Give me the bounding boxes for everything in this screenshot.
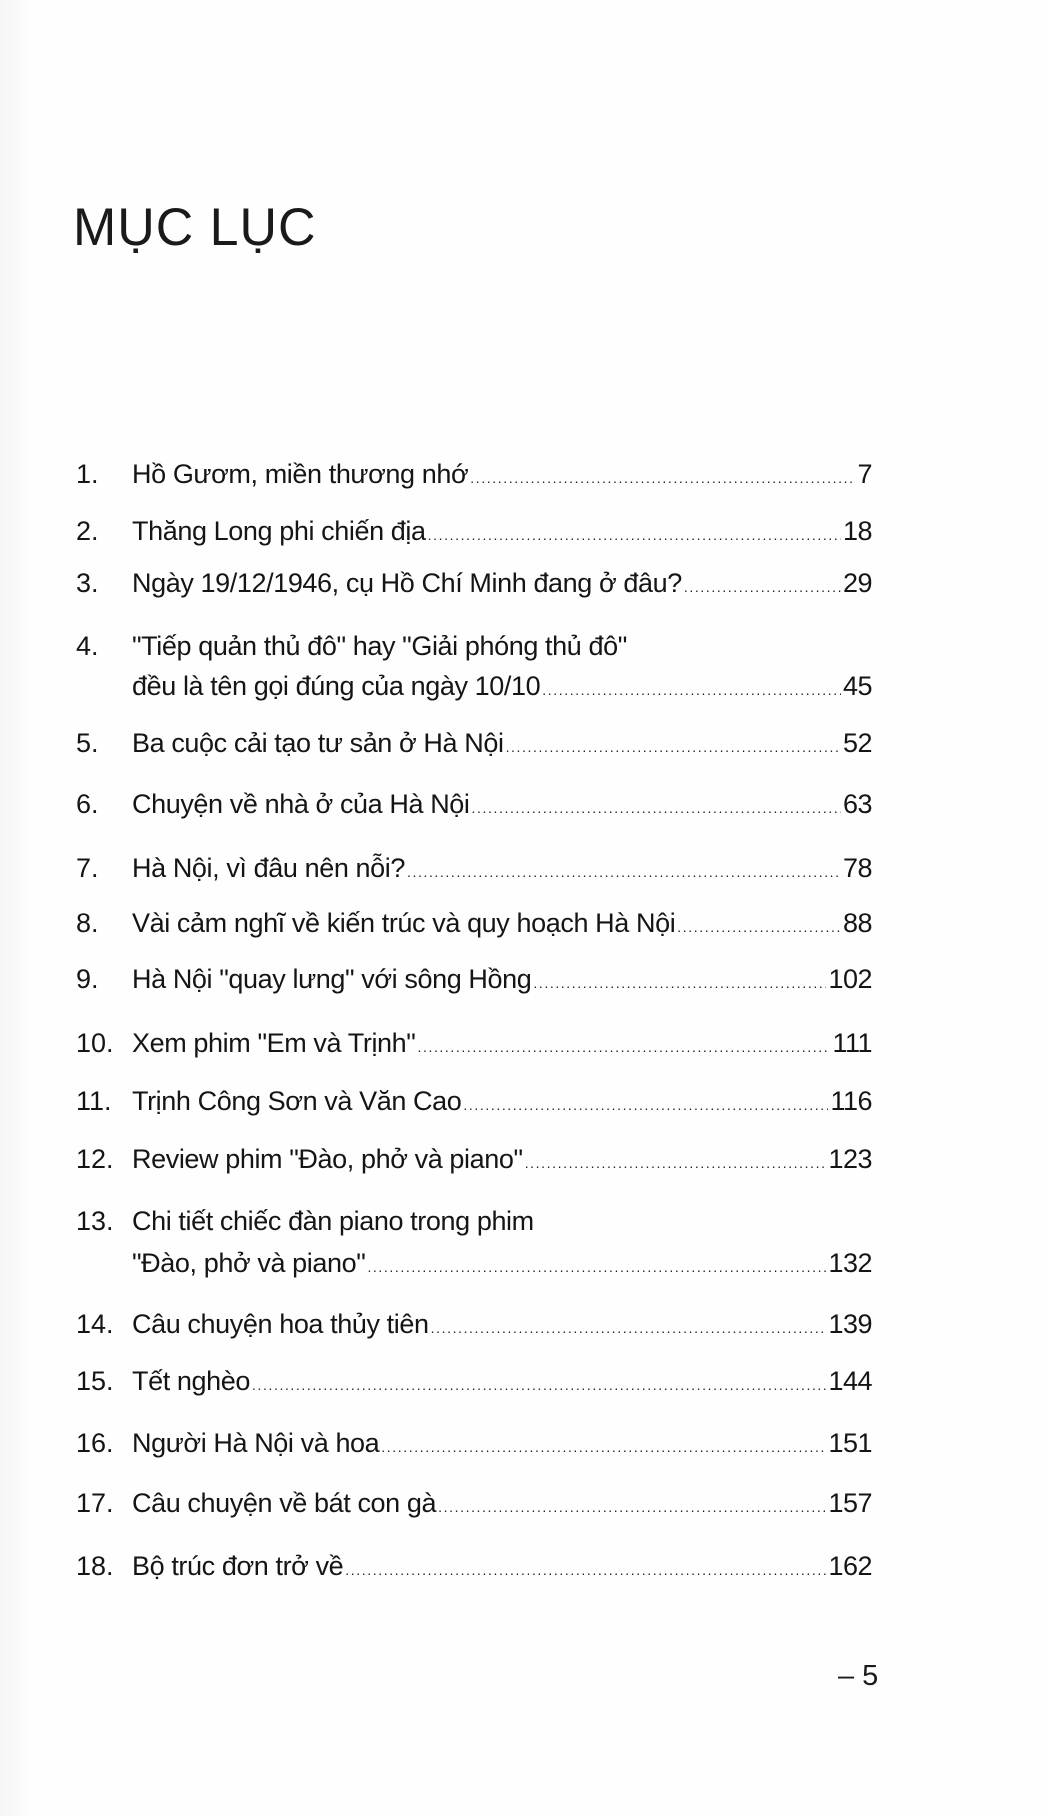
entry-title: Câu chuyện về bát con gà [132,1488,437,1518]
toc-entry-continuation[interactable] [76,1243,872,1283]
entry-title: Người Hà Nội và hoa [132,1428,380,1458]
entry-page: 111 [832,1028,872,1058]
dot-leader [367,1244,826,1284]
entry-page: 18 [842,516,872,546]
entry-page: 162 [828,1551,872,1581]
entry-title-line-2: "Đào, phở và piano" [132,1248,366,1278]
toc-entry[interactable] [76,1361,872,1401]
entry-page: 151 [828,1428,872,1458]
entry-page: 132 [828,1248,872,1278]
toc-entry[interactable] [76,1081,872,1121]
entry-page: 63 [842,789,872,819]
dot-leader [428,512,841,552]
dot-leader [533,960,826,1000]
dot-leader [684,564,841,604]
toc-entry[interactable] [76,1546,872,1586]
entry-title: Thăng Long phi chiến địa [132,516,426,546]
dot-leader [463,1082,828,1122]
entry-page: 116 [830,1086,872,1116]
entry-page: 139 [828,1309,872,1339]
toc-entry[interactable] [76,848,872,888]
dot-leader [407,849,841,889]
entry-number: 16. [76,1428,114,1458]
toc-entry[interactable] [76,1201,872,1241]
entry-title-line-1: "Tiếp quản thủ đô" hay "Giải phóng thủ đô" [132,631,627,661]
entry-page: 78 [842,853,872,883]
entry-page: 52 [842,728,872,758]
entry-number: 17. [76,1488,114,1518]
dot-leader [677,904,841,944]
entry-number: 9. [76,964,99,994]
toc-entry[interactable] [76,784,872,824]
toc-entry[interactable] [76,903,872,943]
entry-title: Vài cảm nghĩ về kiến trúc và quy hoạch Hà Nội [132,908,676,938]
entry-number: 4. [76,631,99,661]
entry-number: 15. [76,1366,114,1396]
entry-title: Ngày 19/12/1946, cụ Hồ Chí Minh đang ở đâu? [132,568,682,598]
dot-leader [438,1484,826,1524]
dot-leader [345,1547,826,1587]
entry-title: Bộ trúc đơn trở về [132,1551,344,1581]
entry-page: 45 [842,671,872,701]
dot-leader [506,724,841,764]
toc-entry[interactable] [76,454,872,494]
toc-entry[interactable] [76,1483,872,1523]
entry-title: Xem phim "Em và Trịnh" [132,1028,416,1058]
entry-title: Tết nghèo [132,1366,250,1396]
entry-title: Hồ Gươm, miền thương nhớ [132,459,469,489]
entry-number: 12. [76,1144,114,1174]
entry-page: 144 [828,1366,872,1396]
entry-title: Câu chuyện hoa thủy tiên [132,1309,429,1339]
entry-number: 14. [76,1309,114,1339]
entry-number: 11. [76,1086,112,1116]
entry-page: 157 [828,1488,872,1518]
dot-leader [381,1424,826,1464]
dot-leader [542,667,841,707]
entry-title: Hà Nội "quay lưng" với sông Hồng [132,964,532,994]
entry-title: Review phim "Đào, phở và piano" [132,1144,523,1174]
entry-number: 5. [76,728,99,758]
entry-page: 7 [857,459,872,489]
toc-entry[interactable] [76,511,872,551]
toc-entry[interactable] [76,1423,872,1463]
entry-number: 18. [76,1551,114,1581]
toc-entry[interactable] [76,1304,872,1344]
entry-number: 1. [76,459,99,489]
toc-entry-continuation[interactable] [76,666,872,706]
toc-entry[interactable] [76,723,872,763]
entry-title-line-1: Chi tiết chiếc đàn piano trong phim [132,1206,534,1236]
dot-leader [252,1362,826,1402]
dot-leader [417,1024,830,1064]
entry-number: 8. [76,908,99,938]
page-number: – 5 [838,1660,879,1692]
entry-title: Hà Nội, vì đâu nên nỗi? [132,853,405,883]
dot-leader [470,455,855,495]
entry-title: Trịnh Công Sơn và Văn Cao [132,1086,462,1116]
entry-page: 29 [842,568,872,598]
toc-entry[interactable] [76,1139,872,1179]
entry-number: 13. [76,1206,114,1236]
dot-leader [472,785,841,825]
dot-leader [431,1305,827,1345]
entry-page: 102 [828,964,872,994]
entry-number: 10. [76,1028,114,1058]
entry-number: 6. [76,789,99,819]
entry-title-line-2: đều là tên gọi đúng của ngày 10/10 [132,671,541,701]
dot-leader [525,1140,827,1180]
entry-number: 2. [76,516,99,546]
entry-number: 3. [76,568,99,598]
toc-entry[interactable] [76,959,872,999]
toc-entry[interactable] [76,626,872,666]
entry-page: 123 [828,1144,872,1174]
entry-title: Ba cuộc cải tạo tư sản ở Hà Nội [132,728,504,758]
toc-title: MỤC LỤC [73,198,317,257]
entry-number: 7. [76,853,99,883]
toc-entry[interactable] [76,563,872,603]
entry-page: 88 [842,908,872,938]
entry-title: Chuyện về nhà ở của Hà Nội [132,789,470,819]
toc-entry[interactable] [76,1023,872,1063]
